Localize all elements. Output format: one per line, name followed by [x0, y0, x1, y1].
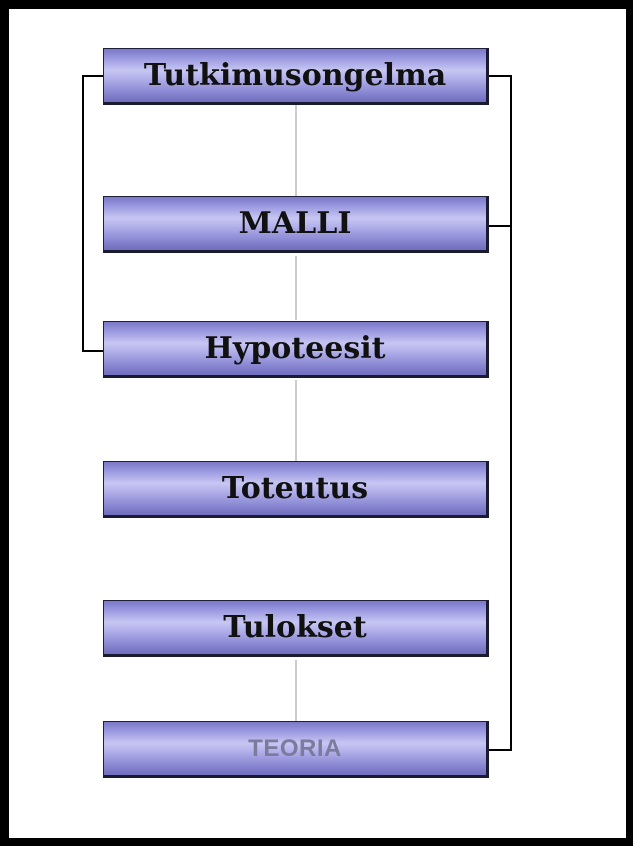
box-hypoteesit — [103, 321, 489, 378]
box-malli — [103, 196, 489, 253]
box-toteutus — [103, 461, 489, 518]
box-label-tutkimusongelma: Tutkimusongelma — [143, 58, 447, 93]
left-bracket — [83, 76, 103, 351]
box-label-malli: MALLI — [238, 206, 352, 241]
right-bracket — [489, 76, 511, 750]
box-teoria — [103, 721, 489, 778]
box-label-toteutus: Toteutus — [221, 471, 369, 506]
box-tulokset — [103, 600, 489, 657]
box-label-hypoteesit: Hypoteesit — [204, 331, 386, 366]
box-tutkimusongelma — [103, 48, 489, 105]
box-label-teoria: TEORIA — [248, 734, 342, 762]
box-label-tulokset: Tulokset — [223, 610, 367, 645]
